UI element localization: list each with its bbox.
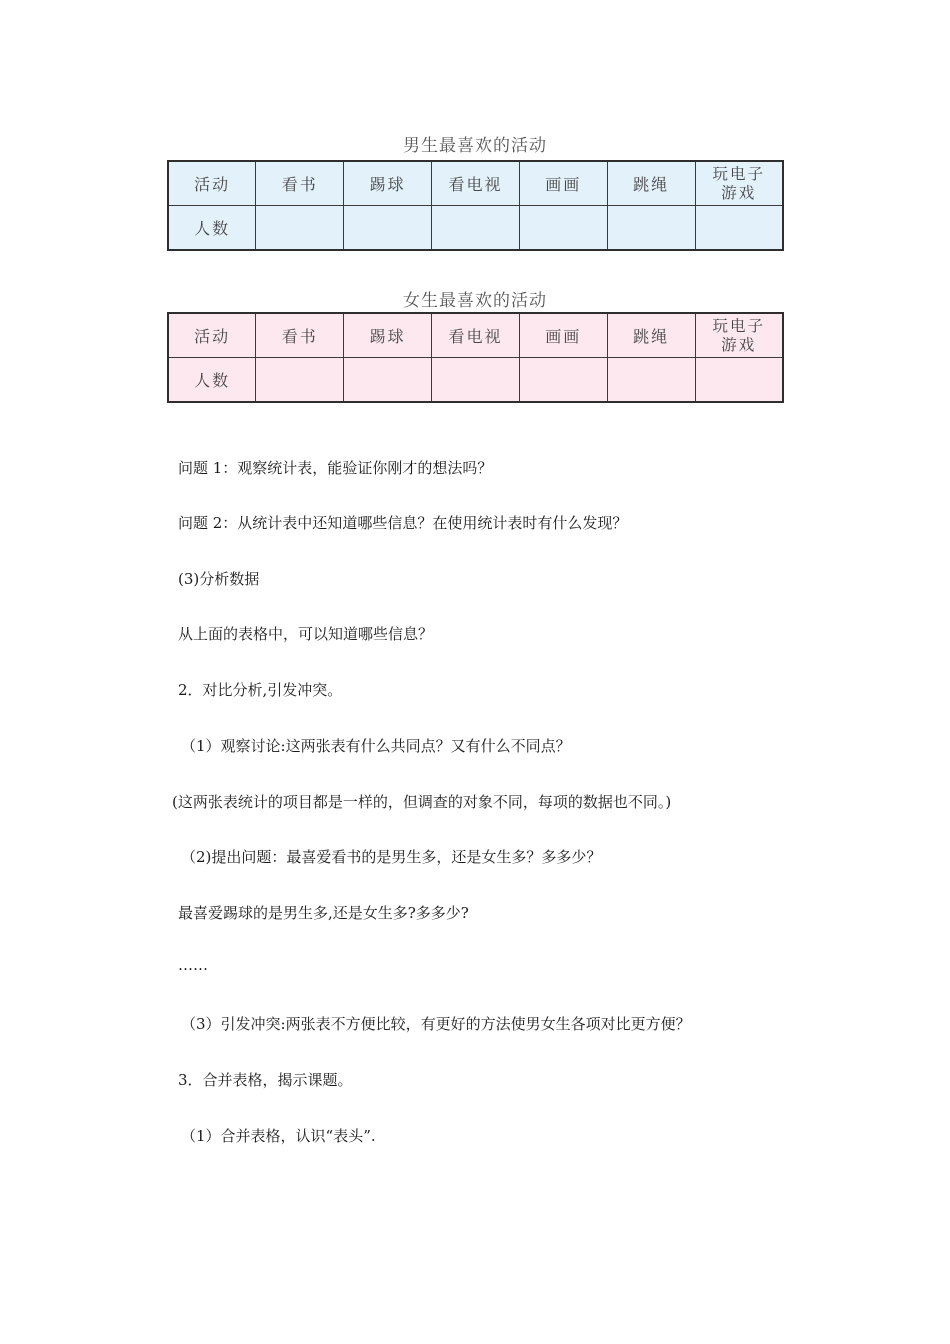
merge-table-text: （1）合并表格，认识“表头”.	[181, 1127, 376, 1145]
section-heading-compare: 2．对比分析,引发冲突。	[178, 681, 343, 699]
raise-question-text: （2)提出问题：最喜爱看书的是男生多，还是女生多？多多少？	[181, 848, 602, 866]
table-cell: 看书	[256, 313, 344, 358]
table-row	[168, 161, 783, 206]
table-cell	[695, 313, 783, 358]
table-cell	[344, 206, 432, 251]
table-row	[168, 313, 783, 358]
table-cell	[695, 161, 783, 206]
cell-text-line: 玩电子	[712, 316, 766, 335]
table-cell: 跳绳	[607, 161, 695, 206]
table-row	[168, 206, 783, 251]
football-question-text: 最喜爱踢球的是男生多,还是女生多?多多少?	[178, 904, 469, 922]
table-cell: 画画	[519, 313, 607, 358]
girls-table-title: 女生最喜欢的活动	[403, 291, 547, 311]
table-cell	[432, 206, 520, 251]
table-cell	[695, 358, 783, 403]
table-cell	[607, 358, 695, 403]
table-cell: 看电视	[432, 313, 520, 358]
section-heading-merge: 3．合并表格，揭示课题。	[178, 1071, 353, 1089]
cell-text-line: 玩电子	[712, 164, 766, 183]
table-header-cell: 人数	[168, 358, 256, 403]
observe-discuss-text: （1）观察讨论:这两张表有什么共同点？又有什么不同点？	[181, 737, 571, 755]
boys-activity-table	[167, 160, 784, 251]
table-cell	[344, 358, 432, 403]
conflict-text: （3）引发冲突:两张表不方便比较，有更好的方法使男女生各项对比更方便？	[181, 1015, 691, 1033]
question-2-text: 问题 2：从统计表中还知道哪些信息？在使用统计表时有什么发现？	[178, 514, 628, 532]
table-cell: 画画	[519, 161, 607, 206]
table-cell	[432, 358, 520, 403]
table-cell	[607, 206, 695, 251]
table-header-cell: 活动	[168, 313, 256, 358]
cell-text-line: 游戏	[721, 335, 757, 354]
table-cell: 看电视	[432, 161, 520, 206]
table-cell	[695, 206, 783, 251]
table-cell	[519, 206, 607, 251]
girls-activity-table	[167, 312, 784, 403]
table-cell	[519, 358, 607, 403]
analysis-prompt-text: 从上面的表格中，可以知道哪些信息？	[178, 625, 434, 643]
table-cell	[256, 358, 344, 403]
table-cell	[256, 206, 344, 251]
cell-text-line: 游戏	[721, 183, 757, 202]
table-header-cell: 活动	[168, 161, 256, 206]
table-cell: 跳绳	[607, 313, 695, 358]
section-heading-analyze-data: (3)分析数据	[178, 570, 260, 588]
ellipsis-text: ……	[178, 956, 208, 974]
table-cell: 踢球	[344, 161, 432, 206]
question-1-text: 问题 1：观察统计表，能验证你刚才的想法吗？	[178, 459, 493, 477]
table-row	[168, 358, 783, 403]
table-header-cell: 人数	[168, 206, 256, 251]
table-cell: 踢球	[344, 313, 432, 358]
boys-table-title: 男生最喜欢的活动	[403, 136, 547, 156]
table-cell: 看书	[256, 161, 344, 206]
observe-answer-text: (这两张表统计的项目都是一样的，但调查的对象不同，每项的数据也不同。)	[172, 793, 672, 811]
